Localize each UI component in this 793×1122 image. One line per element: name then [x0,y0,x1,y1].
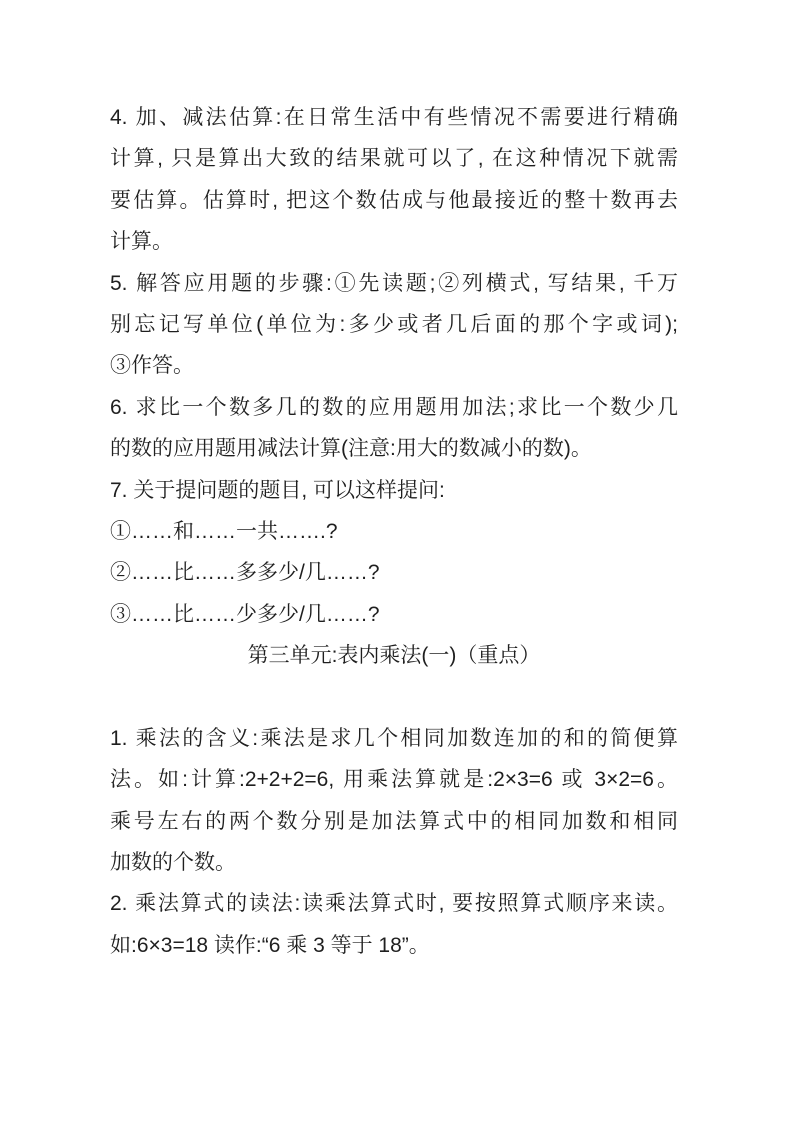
text-line: ③作答。 [110,354,194,378]
text-line: 4. 加、减法估算:在日常生活中有些情况不需要进行精确 [110,106,678,129]
text-line: 加数的个数。 [110,851,236,875]
text-line: 要估算。估算时, 把这个数估成与他最接近的整十数再去 [110,188,678,212]
text-line: 乘号左右的两个数分别是加法算式中的相同加数和相同 [110,809,678,833]
text-line: 的数的应用题用减法计算(注意:用大的数减小的数)。 [110,437,592,461]
text-line: 1. 乘法的含义:乘法是求几个相同加数连加的和的简便算 [110,726,678,750]
text-line: 别忘记写单位(单位为:多少或者几后面的那个字或词); [110,312,678,336]
text-line: 6. 求比一个数多几的数的应用题用加法;求比一个数少几 [110,395,678,419]
list-item-question-2: ②……比……多多少/几……? [110,561,380,585]
text-line: 计算, 只是算出大致的结果就可以了, 在这种情况下就需 [110,147,678,171]
text-line: 5. 解答应用题的步骤:①先读题;②列横式, 写结果, 千万 [110,271,678,295]
section-heading: 第三单元:表内乘法(一)（重点） [247,644,541,668]
blank-line [110,676,678,717]
text-line: 计算。 [110,230,173,254]
document-content [110,97,678,966]
list-item-question-3: ③……比……少多少/几……? [110,602,380,626]
text-line: 法。如:计算:2+2+2=6, 用乘法算就是:2×3=6 或 3×2=6。 [110,768,678,792]
text-line: 2. 乘法算式的读法:读乘法算式时, 要按照算式顺序来读。 [110,892,678,916]
text-line: 如:6×3=18 读作:“6 乘 3 等于 18”。 [110,933,430,957]
text-line: 7. 关于提问题的题目, 可以这样提问: [110,478,445,502]
list-item-question-1: ①……和……一共…….? [110,519,338,543]
